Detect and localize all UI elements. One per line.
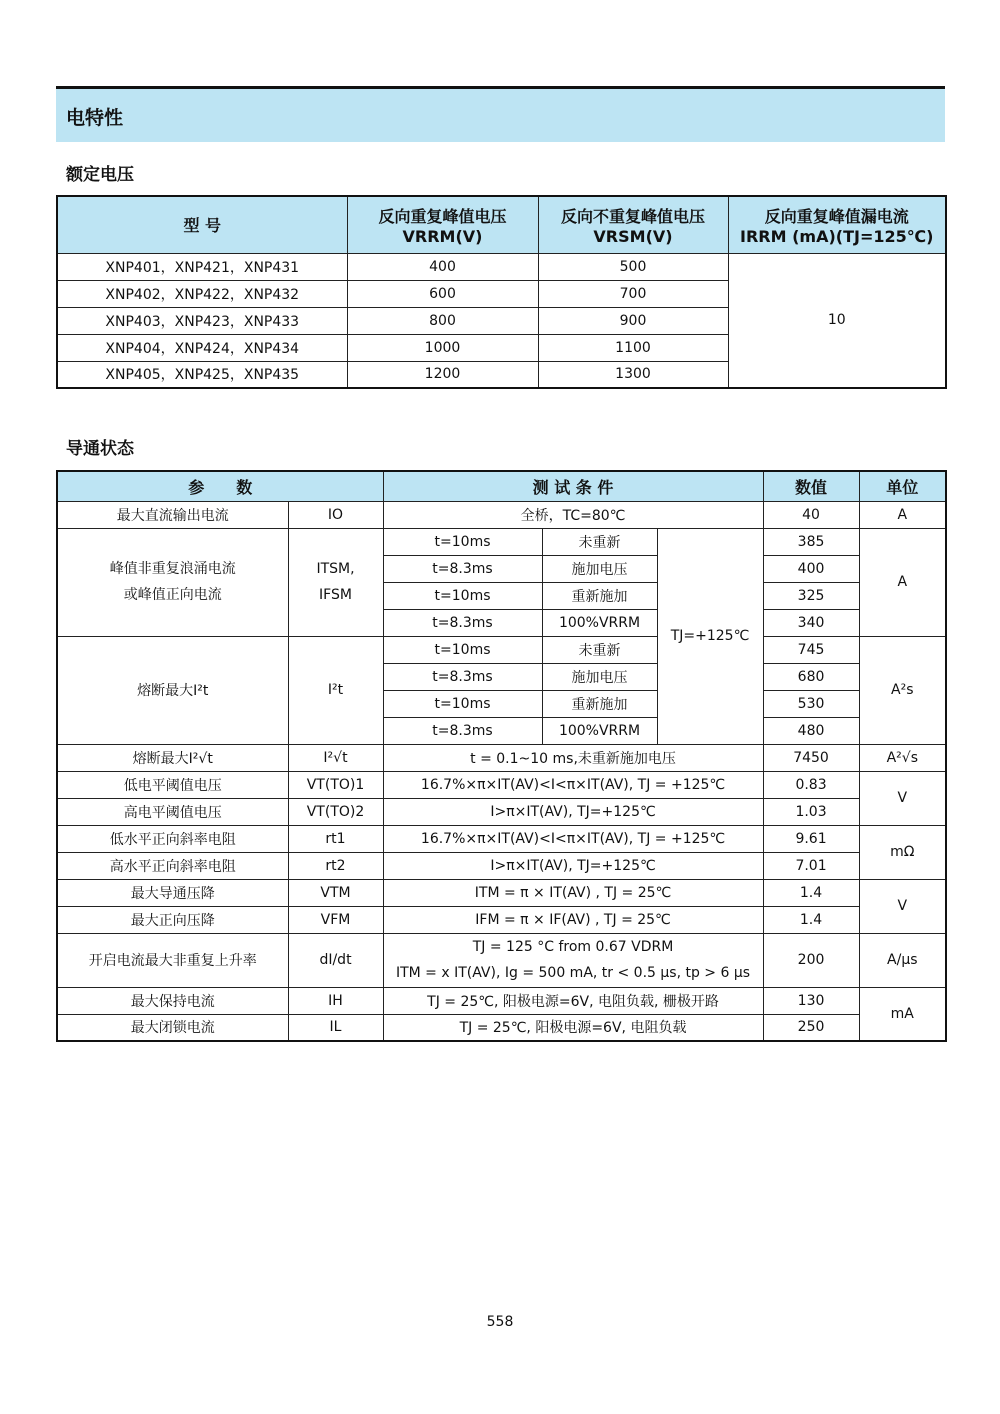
model-header: 型 号	[57, 196, 347, 253]
param-symbol: rt1	[288, 825, 383, 852]
param-name: 最大闭锁电流	[57, 1014, 288, 1041]
param-name: 熔断最大I²√t	[57, 744, 288, 771]
param-name: 最大保持电流	[57, 987, 288, 1014]
param-value: 250	[763, 1014, 859, 1041]
param-symbol: dI/dt	[288, 933, 383, 987]
on-state-heading: 导通状态	[66, 439, 134, 459]
table-row	[57, 879, 946, 906]
model-cell: XNP401，XNP421，XNP431	[57, 253, 347, 280]
param-condition: I>π×IT(AV), TJ=+125℃	[383, 852, 763, 879]
mode-cell: 重新施加	[542, 690, 657, 717]
param-value: 7450	[763, 744, 859, 771]
time-cell: t=10ms	[383, 636, 542, 663]
param-condition: I>π×IT(AV), TJ=+125℃	[383, 798, 763, 825]
table-row	[57, 852, 946, 879]
param-unit: mΩ	[859, 825, 946, 879]
param-value: 9.61	[763, 825, 859, 852]
condition-header: 测 试 条 件	[383, 471, 763, 501]
unit-header: 单位	[859, 471, 946, 501]
section-banner	[56, 89, 945, 142]
param-condition: TJ = 125 °C from 0.67 VDRM ITM = x IT(AV), Ig = 500 mA, tr < 0.5 μs, tp > 6 μs	[383, 933, 763, 987]
param-value: 745	[763, 636, 859, 663]
vrsm-cell: 900	[538, 307, 728, 334]
mode-cell: 重新施加	[542, 582, 657, 609]
param-value: 325	[763, 582, 859, 609]
vrsm-cell: 700	[538, 280, 728, 307]
param-name: 最大直流输出电流	[57, 501, 288, 528]
model-cell: XNP405，XNP425，XNP435	[57, 361, 347, 388]
vrrm-cell: 1200	[347, 361, 538, 388]
table-row	[57, 1014, 946, 1041]
mode-cell: 施加电压	[542, 555, 657, 582]
param-symbol: VT(TO)1	[288, 771, 383, 798]
rated-voltage-table	[56, 195, 947, 389]
vrrm-cell: 400	[347, 253, 538, 280]
table-header-row	[57, 471, 946, 501]
param-value: 130	[763, 987, 859, 1014]
vrsm-cell: 1300	[538, 361, 728, 388]
param-symbol: I²√t	[288, 744, 383, 771]
vrrm-cell: 600	[347, 280, 538, 307]
table-row	[57, 906, 946, 933]
mode-cell: 未重新	[542, 636, 657, 663]
irrm-cell: 10	[728, 253, 946, 388]
vrsm-header: 反向不重复峰值电压 VRSM(V)	[538, 196, 728, 253]
mode-cell: 施加电压	[542, 663, 657, 690]
table-row	[57, 636, 946, 663]
time-cell: t=8.3ms	[383, 717, 542, 744]
param-symbol: IH	[288, 987, 383, 1014]
param-symbol: VT(TO)2	[288, 798, 383, 825]
tj-condition: TJ=+125℃	[657, 528, 763, 744]
time-cell: t=8.3ms	[383, 609, 542, 636]
model-cell: XNP402，XNP422，XNP432	[57, 280, 347, 307]
time-cell: t=8.3ms	[383, 663, 542, 690]
page-number: 558	[486, 1314, 514, 1330]
param-value: 340	[763, 609, 859, 636]
param-value: 400	[763, 555, 859, 582]
vrrm-cell: 1000	[347, 334, 538, 361]
time-cell: t=8.3ms	[383, 555, 542, 582]
param-name: 峰值非重复浪涌电流 或峰值正向电流	[57, 528, 288, 636]
table-row	[57, 771, 946, 798]
param-value: 385	[763, 528, 859, 555]
table-row	[57, 933, 946, 987]
param-condition: IFM = π × IF(AV) , TJ = 25℃	[383, 906, 763, 933]
param-unit: V	[859, 879, 946, 933]
param-value: 7.01	[763, 852, 859, 879]
table-header-row	[57, 196, 946, 253]
param-value: 40	[763, 501, 859, 528]
param-name: 熔断最大I²t	[57, 636, 288, 744]
model-cell: XNP404，XNP424，XNP434	[57, 334, 347, 361]
param-condition: t = 0.1~10 ms,未重新施加电压	[383, 744, 763, 771]
param-unit: mA	[859, 987, 946, 1041]
param-unit: A/μs	[859, 933, 946, 987]
param-condition: TJ = 25℃, 阳极电源=6V, 电阻负载	[383, 1014, 763, 1041]
param-value: 480	[763, 717, 859, 744]
model-cell: XNP403，XNP423，XNP433	[57, 307, 347, 334]
table-row	[57, 501, 946, 528]
table-row	[57, 744, 946, 771]
vrsm-cell: 500	[538, 253, 728, 280]
param-value: 680	[763, 663, 859, 690]
mode-cell: 未重新	[542, 528, 657, 555]
irrm-header: 反向重复峰值漏电流 IRRM (mA)(TJ=125℃)	[728, 196, 946, 253]
vrrm-cell: 800	[347, 307, 538, 334]
table-row	[57, 798, 946, 825]
param-condition: 全桥，TC=80℃	[383, 501, 763, 528]
param-value: 530	[763, 690, 859, 717]
table-row	[57, 825, 946, 852]
param-name: 开启电流最大非重复上升率	[57, 933, 288, 987]
on-state-table	[56, 470, 947, 1042]
vrrm-header: 反向重复峰值电压 VRRM(V)	[347, 196, 538, 253]
param-value: 1.4	[763, 879, 859, 906]
param-symbol: VTM	[288, 879, 383, 906]
param-symbol: I²t	[288, 636, 383, 744]
param-name: 低水平正向斜率电阻	[57, 825, 288, 852]
param-name: 高水平正向斜率电阻	[57, 852, 288, 879]
param-symbol: VFM	[288, 906, 383, 933]
param-symbol: IL	[288, 1014, 383, 1041]
param-unit: V	[859, 771, 946, 825]
param-name: 低电平阈值电压	[57, 771, 288, 798]
param-unit: A	[859, 501, 946, 528]
param-symbol: IO	[288, 501, 383, 528]
param-symbol: ITSM, IFSM	[288, 528, 383, 636]
time-cell: t=10ms	[383, 528, 542, 555]
mode-cell: 100%VRRM	[542, 717, 657, 744]
param-unit: A²√s	[859, 744, 946, 771]
param-header: 参 数	[57, 471, 383, 501]
param-value: 200	[763, 933, 859, 987]
param-name: 高电平阈值电压	[57, 798, 288, 825]
param-value: 1.4	[763, 906, 859, 933]
param-condition: TJ = 25℃, 阳极电源=6V, 电阻负载, 栅极开路	[383, 987, 763, 1014]
value-header: 数值	[763, 471, 859, 501]
param-name: 最大正向压降	[57, 906, 288, 933]
time-cell: t=10ms	[383, 690, 542, 717]
table-row	[57, 987, 946, 1014]
vrsm-cell: 1100	[538, 334, 728, 361]
section-title: 电特性	[66, 107, 124, 129]
table-row	[57, 528, 946, 555]
mode-cell: 100%VRRM	[542, 609, 657, 636]
rated-voltage-heading: 额定电压	[66, 165, 134, 185]
param-condition: 16.7%×π×IT(AV)<I<π×IT(AV), TJ = +125℃	[383, 771, 763, 798]
table-row	[57, 253, 946, 280]
param-unit: A	[859, 528, 946, 636]
param-name: 最大导通压降	[57, 879, 288, 906]
param-value: 0.83	[763, 771, 859, 798]
time-cell: t=10ms	[383, 582, 542, 609]
param-condition: ITM = π × IT(AV) , TJ = 25℃	[383, 879, 763, 906]
param-unit: A²s	[859, 636, 946, 744]
param-value: 1.03	[763, 798, 859, 825]
param-condition: 16.7%×π×IT(AV)<I<π×IT(AV), TJ = +125℃	[383, 825, 763, 852]
param-symbol: rt2	[288, 852, 383, 879]
